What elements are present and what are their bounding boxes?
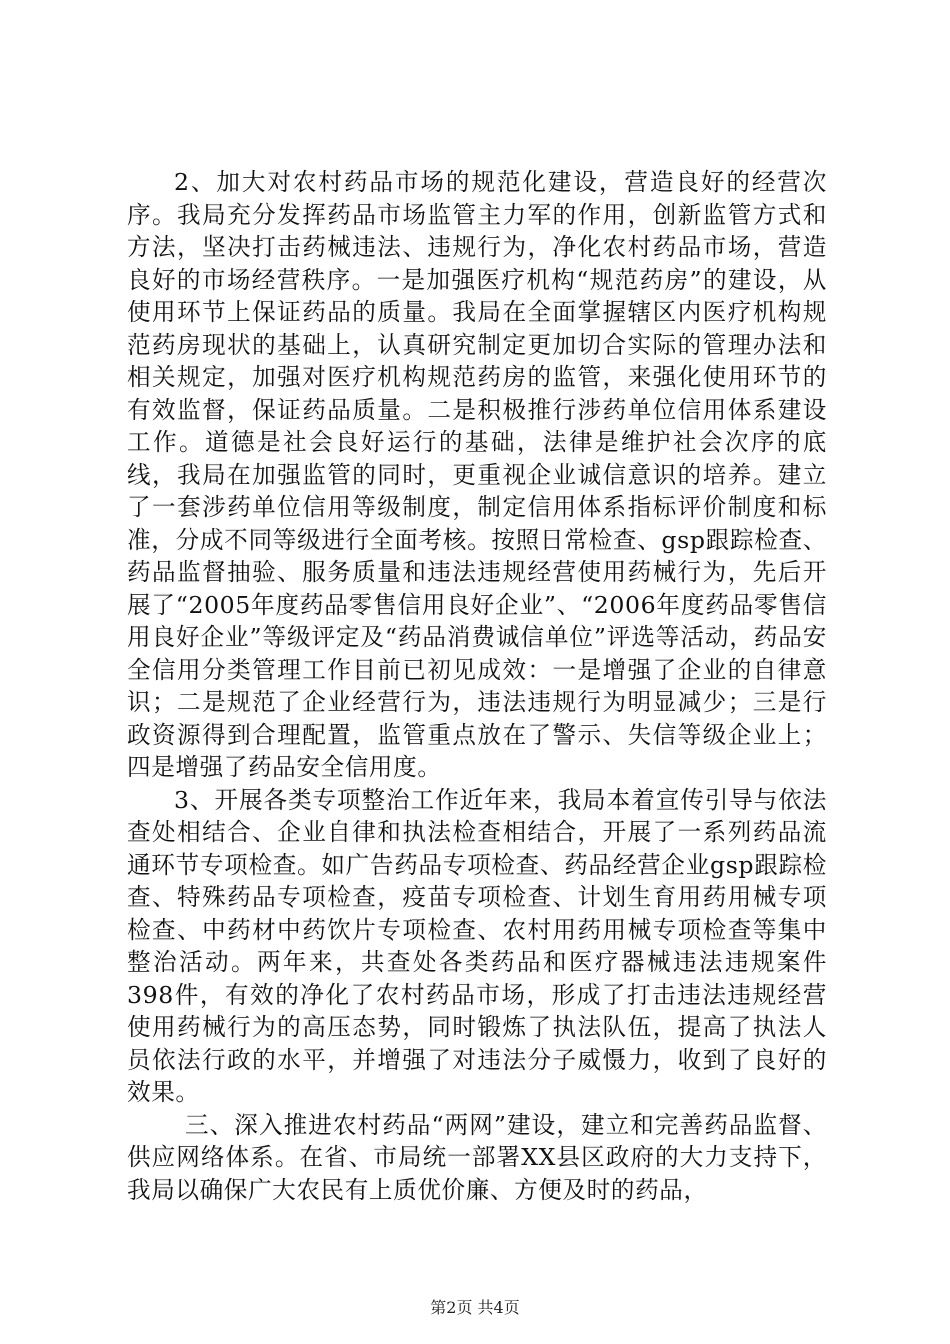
paragraph-section-3: 3、开展各类专项整治工作近年来，我局本着宣传引导与依法查处相结合、企业自律和执法检查相结合，开展了一系列药品流通环节专项检查。如广告药品专项检查、药品经营企业gsp跟踪检查、特殊药品专项检查，疫苗专项检查、计划生育用药用械专项检查、中药材中药饮片专项检查、农村用药用械专项检查等集中整治活动。两年来，共查处各类药品和医疗器械违法违规案件398件，有效的净化了农村药品市场，形成了打击违法违规经营使用药械行为的高压态势，同时锻炼了执法队伍，提高了执法人员依法行政的水平，并增强了对违法分子威慑力，收到了良好的效果。 [127,785,827,1106]
page-number-footer: 第2页 共4页 [430,1298,520,1317]
document-body [127,166,827,1206]
paragraph-section-2: 2、加大对农村药品市场的规范化建设，营造良好的经营次序。我局充分发挥药品市场监管主力军的作用，创新监管方式和方法，坚决打击药械违法、违规行为，净化农村药品市场，营造良好的市场经营秩序。一是加强医疗机构“规范药房”的建设，从使用环节上保证药品的质量。我局在全面掌握辖区内医疗机构规范药房现状的基础上，认真研究制定更加切合实际的管理办法和相关规定，加强对医疗机构规范药房的监管，来强化使用环节的有效监督，保证药品质量。二是积极推行涉药单位信用体系建设工作。道德是社会良好运行的基础，法律是维护社会次序的底线，我局在加强监管的同时，更重视企业诚信意识的培养。建立了一套涉药单位信用等级制度，制定信用体系指标评价制度和标准，分成不同等级进行全面考核。按照日常检查、gsp跟踪检查、药品监督抽验、服务质量和违法违规经营使用药械行为，先后开展了“2005年度药品零售信用良好企业”、“2006年度药品零售信用良好企业”等级评定及“药品消费诚信单位”评选等活动，药品安全信用分类管理工作目前已初见成效：一是增强了企业的自律意识；二是规范了企业经营行为，违法违规行为明显减少；三是行政资源得到合理配置，监管重点放在了警示、失信等级企业上；四是增强了药品安全信用度。 [127,168,827,781]
paragraph-part-three: 三、深入推进农村药品“两网”建设，建立和完善药品监督、供应网络体系。在省、市局统一部署XX县区政府的大力支持下，我局以确保广大农民有上质优价廉、方便及时的药品， [127,1110,827,1204]
